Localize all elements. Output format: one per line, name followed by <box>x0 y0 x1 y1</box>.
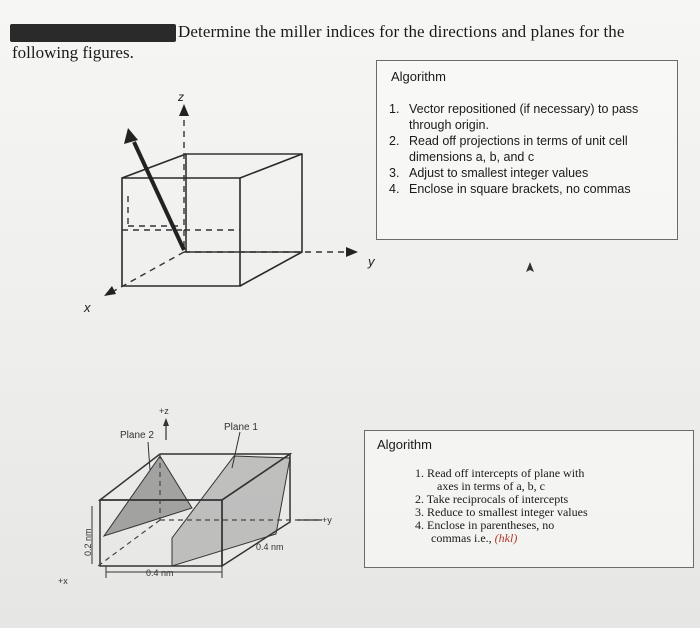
planes-steps: 1. Read off intercepts of plane with axes in terms of a, b, c 2. Take reciprocals of intercepts 3. Reduce to smallest integer values 4. Enclose in parentheses, no commas i.e., (hkl) <box>415 466 588 545</box>
dim-depth-label: 0.4 nm <box>256 542 284 552</box>
axis-label-plus-z: +z <box>159 406 169 416</box>
directions-steps: 1. Vector repositioned (if necessary) to pass through origin. 2. Read off projections in terms of unit cell dimensions a, b, and c 3. Adjust to smallest integer values 4. Enclose in square brackets, no commas <box>389 101 675 197</box>
hkl-notation: (hkl) <box>494 531 518 545</box>
directions-algorithm-box <box>376 60 678 240</box>
axis-label-y: y <box>368 254 375 269</box>
dim-width-label: 0.4 nm <box>146 568 174 578</box>
planes-algorithm-box <box>364 430 694 568</box>
dim-height-label: 0.2 nm <box>83 528 93 556</box>
direction-step: 3. Adjust to smallest integer values <box>389 166 589 180</box>
plane-1-label: Plane 1 <box>224 422 258 433</box>
planes-algorithm-title: Algorithm <box>377 437 432 452</box>
direction-step: 4. Enclose in square brackets, no commas <box>389 182 631 196</box>
plane-2-label: Plane 2 <box>120 430 154 441</box>
direction-step: 1. Vector repositioned (if necessary) to pass <box>389 102 639 116</box>
plane-2 <box>104 456 192 536</box>
direction-step: 2. Read off projections in terms of unit cell <box>389 134 628 148</box>
question-title: Determine the miller indices for the directions and planes for the <box>178 22 625 41</box>
axis-label-plus-y: +y <box>322 515 332 525</box>
axis-label-x: x <box>84 300 91 315</box>
directions-algorithm-title: Algorithm <box>391 69 446 84</box>
axis-label-plus-x: +x <box>58 576 68 586</box>
question-title-continued: following figures. <box>12 43 134 62</box>
axis-label-z: z <box>178 90 184 104</box>
